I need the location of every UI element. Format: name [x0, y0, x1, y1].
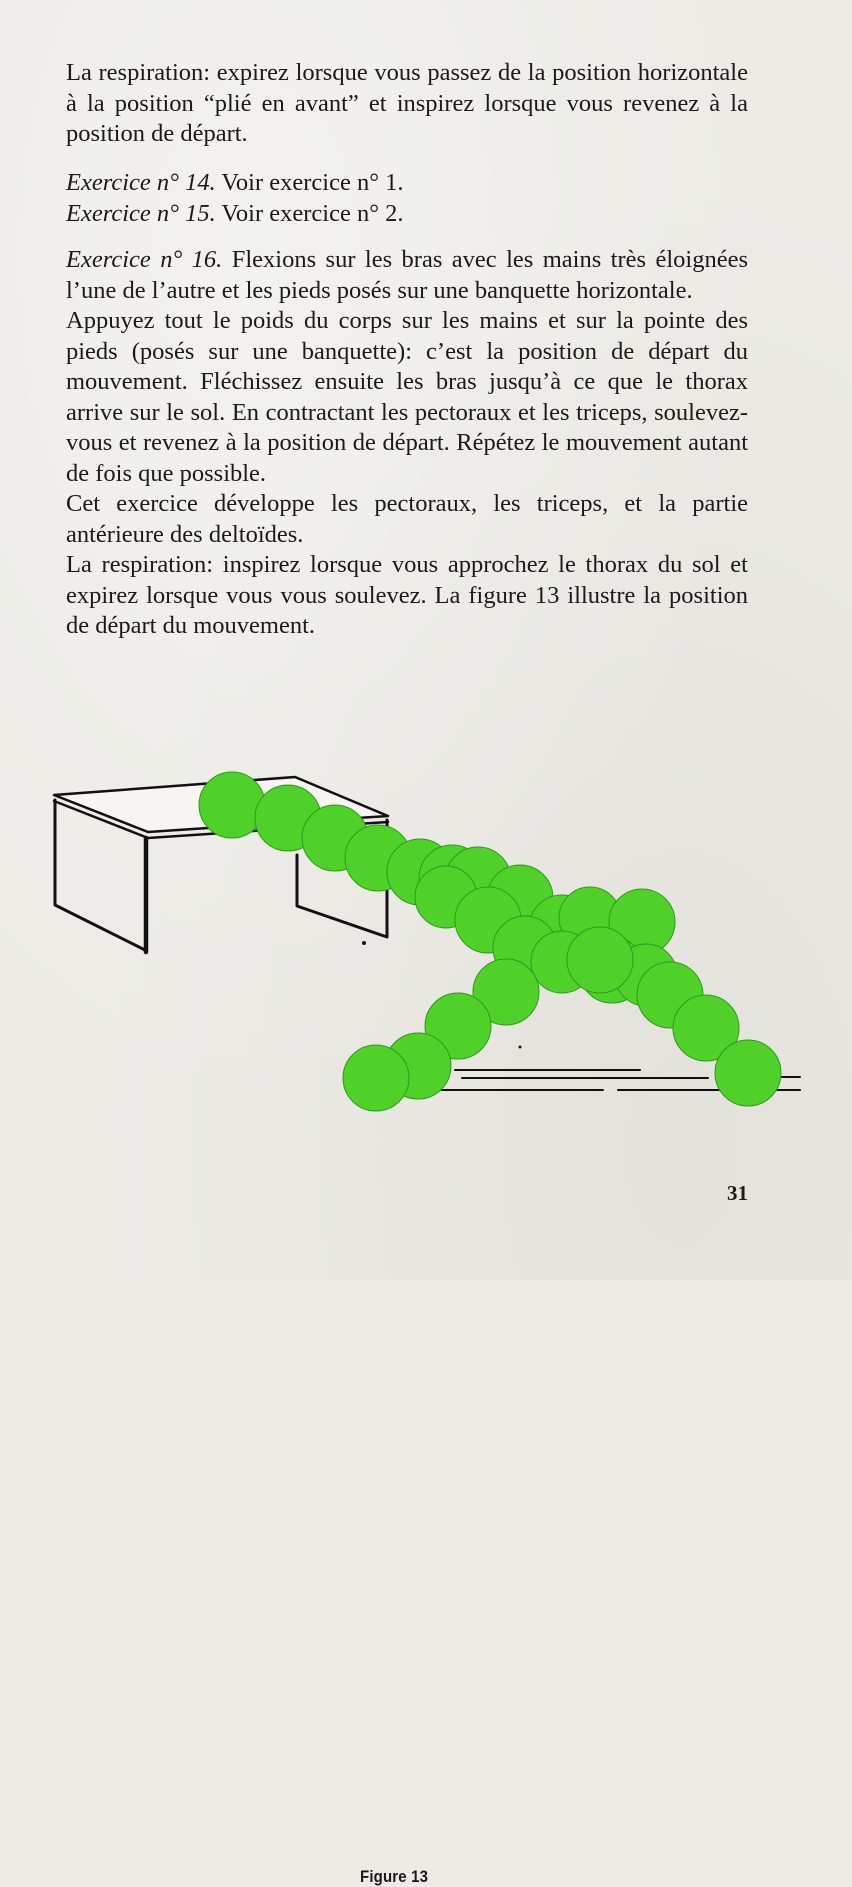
exercise-label: Exercice n° 16.: [66, 246, 223, 273]
paragraph-respiration-2: [66, 550, 748, 642]
paragraph-text: Voir exercice n° 1.: [215, 169, 404, 196]
green-disc: [715, 1040, 781, 1106]
green-disc: [343, 1045, 409, 1111]
paragraph-text: Cet exercice développe les pectoraux, les triceps, et la partie antérieure des deltoïdes.: [66, 490, 748, 548]
paragraph-exercise-15: [66, 199, 748, 230]
paragraph-respiration-1: [66, 58, 748, 150]
text-block-exercises: [66, 168, 748, 642]
figure-illustration: [0, 740, 852, 1130]
figure-caption: Figure 13: [360, 1867, 429, 1886]
paragraph-text: Flexions sur les bras avec les mains très éloignées l’une de l’autre et les pieds posés sur une banquette horizontale.: [66, 246, 748, 304]
green-disc: [567, 927, 633, 993]
ink-dot: [362, 941, 366, 945]
paragraph-text: Appuyez tout le poids du corps sur les mains et sur la pointe des pieds (posés sur une banquette): c’est la position de départ du mouvement. Fléchissez ensuite les bras jusqu’à ce que le thorax arrive sur le sol. En contractant les pectoraux et les triceps, soulevez-vous et revenez à la position de départ. Répétez le mouvement autant de fois que possible.: [66, 307, 748, 487]
paragraph-exercise-14: [66, 168, 748, 199]
paragraph-text: La respiration: inspirez lorsque vous approchez le thorax du sol et expirez lorsque vous vous soulevez. La figure 13 illustre la position de départ du mouvement.: [66, 551, 748, 639]
paragraph-text: La respiration: expirez lorsque vous passez de la position horizontale à la position “plié en avant” et inspirez lorsque vous revenez à la position de départ.: [66, 59, 748, 147]
exercise-label: Exercice n° 15.: [66, 199, 216, 227]
paragraph-muscles: [66, 489, 748, 550]
paragraph-text: Voir exercice n° 2.: [215, 199, 404, 227]
exercise-label: Exercice n° 14.: [66, 169, 216, 196]
green-disc: [199, 772, 265, 838]
green-disc-figure: [199, 772, 781, 1111]
page-number: 31: [727, 1181, 748, 1205]
text-block-top: [66, 58, 748, 150]
paragraph-instructions: [66, 306, 748, 489]
ink-dot: [519, 1046, 522, 1049]
paragraph-exercise-16: [66, 245, 748, 306]
